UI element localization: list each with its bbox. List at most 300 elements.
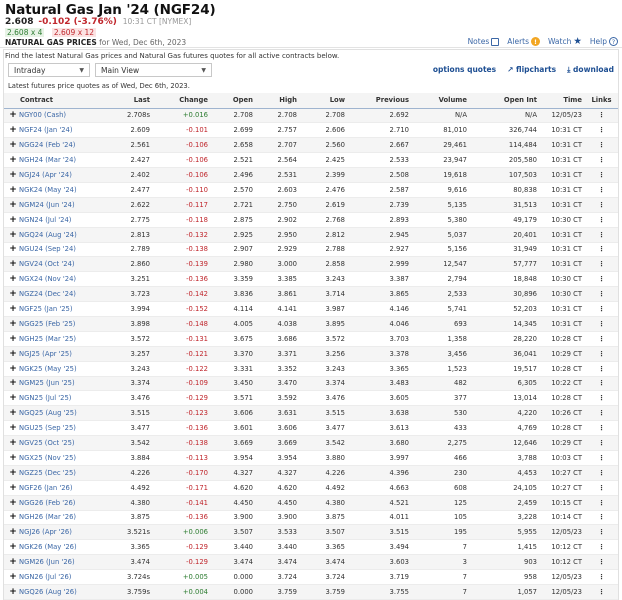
low-cell: 4.226 (300, 465, 348, 480)
col-previous[interactable]: Previous (348, 93, 412, 108)
volume-cell: 482 (412, 376, 470, 391)
contract-link[interactable]: NGK24 (May '24) (19, 185, 77, 194)
open-cell: 2.907 (211, 242, 256, 257)
contract-cell (4, 361, 100, 376)
col-links: Links (585, 93, 618, 108)
open-int-cell: 326,744 (470, 123, 540, 138)
col-change[interactable]: Change (153, 93, 211, 108)
contract-link[interactable]: NGZ24 (Dec '24) (19, 290, 76, 299)
notes-button[interactable] (468, 37, 500, 46)
more-options-icon[interactable]: ⋮ (585, 272, 618, 287)
open-cell: 3.370 (211, 346, 256, 361)
time-cell: 10:28 CT (540, 331, 585, 346)
volume-cell: 466 (412, 450, 470, 465)
contract-link[interactable]: NGM24 (Jun '24) (19, 200, 75, 209)
more-options-icon[interactable]: ⋮ (585, 421, 618, 436)
high-cell: 3.533 (256, 525, 300, 540)
last-cell: 3.474 (100, 555, 153, 570)
expand-plus-icon[interactable]: + (9, 572, 17, 583)
open-int-cell: 5,955 (470, 525, 540, 540)
time-cell: 10:30 CT (540, 287, 585, 302)
high-cell: 4.141 (256, 302, 300, 317)
table-row (4, 436, 618, 451)
view-select[interactable] (95, 63, 212, 77)
col-contract[interactable]: Contract (4, 93, 100, 108)
open-int-cell: 18,848 (470, 272, 540, 287)
contract-cell (4, 138, 100, 153)
contract-link[interactable]: NGV25 (Oct '25) (19, 439, 75, 448)
time-cell: 10:31 CT (540, 257, 585, 272)
contract-link[interactable]: NGF25 (Jan '25) (19, 305, 73, 314)
previous-cell: 2.999 (348, 257, 412, 272)
contract-cell (4, 331, 100, 346)
expand-plus-icon[interactable]: + (9, 482, 17, 493)
volume-cell: 23,947 (412, 153, 470, 168)
time-cell: 10:31 CT (540, 123, 585, 138)
expand-plus-icon[interactable]: + (9, 378, 17, 389)
previous-cell: 2.692 (348, 108, 412, 123)
open-int-cell: 1,415 (470, 540, 540, 555)
expand-plus-icon[interactable]: + (9, 452, 17, 463)
contract-link[interactable]: NGM26 (Jun '26) (19, 558, 75, 567)
table-row (4, 480, 618, 495)
last-cell: 3.759s (100, 585, 153, 600)
table-row (4, 257, 618, 272)
change-cell: -0.136 (153, 510, 211, 525)
high-cell: 3.759 (256, 585, 300, 600)
high-cell: 2.603 (256, 182, 300, 197)
period-value: Intraday (14, 65, 46, 75)
more-options-icon[interactable]: ⋮ (585, 331, 618, 346)
previous-cell: 4.396 (348, 465, 412, 480)
help-icon: ? (609, 37, 618, 46)
contract-cell (4, 168, 100, 183)
alerts-button[interactable] (507, 37, 540, 46)
table-row (4, 570, 618, 585)
contract-link[interactable]: NGK25 (May '25) (19, 364, 77, 373)
expand-plus-icon[interactable]: + (9, 110, 17, 121)
open-int-cell: 2,459 (470, 495, 540, 510)
expand-plus-icon[interactable]: + (9, 497, 17, 508)
open-cell: 3.601 (211, 421, 256, 436)
high-cell: 3.669 (256, 436, 300, 451)
previous-cell: 2.508 (348, 168, 412, 183)
contract-link[interactable]: NGJ25 (Apr '25) (19, 349, 72, 358)
high-cell: 3.470 (256, 376, 300, 391)
expand-plus-icon[interactable]: + (9, 318, 17, 329)
previous-cell: 4.663 (348, 480, 412, 495)
contract-link[interactable]: NGY00 (Cash) (19, 111, 67, 120)
previous-cell: 2.927 (348, 242, 412, 257)
contract-link[interactable]: NGM25 (Jun '25) (19, 379, 75, 388)
change-cell: -0.171 (153, 480, 211, 495)
low-cell: 2.619 (300, 197, 348, 212)
expand-plus-icon[interactable]: + (9, 408, 17, 419)
volume-cell: 7 (412, 585, 470, 600)
edit-note-icon (491, 38, 499, 46)
more-options-icon[interactable]: ⋮ (585, 436, 618, 451)
volume-cell: 3,456 (412, 346, 470, 361)
high-cell: 2.929 (256, 242, 300, 257)
expand-plus-icon[interactable]: + (9, 333, 17, 344)
volume-cell: 9,616 (412, 182, 470, 197)
col-low[interactable]: Low (300, 93, 348, 108)
contract-cell (4, 153, 100, 168)
open-int-cell: 24,105 (470, 480, 540, 495)
volume-cell: 2,533 (412, 287, 470, 302)
contract-link[interactable]: NGQ25 (Aug '25) (19, 409, 77, 418)
table-row (4, 212, 618, 227)
contract-link[interactable]: NGH25 (Mar '25) (19, 334, 77, 343)
table-row (4, 421, 618, 436)
price-change: -0.102 (-3.76%) (38, 17, 117, 27)
more-options-icon[interactable]: ⋮ (585, 242, 618, 257)
flipcharts-link[interactable] (507, 65, 556, 75)
quote-summary (5, 17, 191, 27)
more-options-icon[interactable]: ⋮ (585, 287, 618, 302)
table-row (4, 272, 618, 287)
change-cell: -0.122 (153, 361, 211, 376)
chevron-down-icon: ▼ (201, 66, 206, 74)
contract-cell (4, 257, 100, 272)
low-cell: 3.243 (300, 361, 348, 376)
star-icon: ★ (573, 35, 582, 47)
contract-link[interactable]: NGZ25 (Dec '25) (19, 468, 76, 477)
more-options-icon[interactable]: ⋮ (585, 316, 618, 331)
contract-link[interactable]: NGN25 (Jul '25) (19, 394, 72, 403)
volume-cell: 530 (412, 406, 470, 421)
more-options-icon[interactable]: ⋮ (585, 227, 618, 242)
table-row (4, 376, 618, 391)
time-cell: 10:31 CT (540, 227, 585, 242)
low-cell: 2.560 (300, 138, 348, 153)
more-options-icon[interactable]: ⋮ (585, 570, 618, 585)
contract-cell (4, 525, 100, 540)
high-cell: 3.606 (256, 421, 300, 436)
col-open-int[interactable]: Open Int (470, 93, 540, 108)
open-cell: 3.900 (211, 510, 256, 525)
watch-button[interactable] (548, 37, 582, 46)
change-cell: +0.006 (153, 525, 211, 540)
change-cell: -0.117 (153, 197, 211, 212)
more-options-icon[interactable]: ⋮ (585, 480, 618, 495)
contract-cell (4, 450, 100, 465)
high-cell: 3.371 (256, 346, 300, 361)
last-cell: 2.789 (100, 242, 153, 257)
table-row (4, 287, 618, 302)
more-options-icon[interactable]: ⋮ (585, 525, 618, 540)
expand-plus-icon[interactable]: + (9, 259, 17, 270)
volume-cell: 105 (412, 510, 470, 525)
volume-cell: 5,135 (412, 197, 470, 212)
open-int-cell: 12,646 (470, 436, 540, 451)
low-cell: 2.708 (300, 108, 348, 123)
contract-link[interactable]: NGJ24 (Apr '24) (19, 171, 72, 179)
previous-cell: 3.865 (348, 287, 412, 302)
contract-cell (4, 302, 100, 317)
contract-cell (4, 406, 100, 421)
help-button[interactable] (590, 37, 618, 46)
volume-cell: 693 (412, 316, 470, 331)
expand-plus-icon[interactable]: + (9, 125, 17, 136)
table-row (4, 510, 618, 525)
contract-link[interactable]: NGG26 (Feb '26) (19, 498, 76, 507)
low-cell: 3.895 (300, 316, 348, 331)
col-time[interactable]: Time (540, 93, 585, 108)
low-cell: 3.476 (300, 391, 348, 406)
open-int-cell: 13,014 (470, 391, 540, 406)
table-row (4, 540, 618, 555)
more-options-icon[interactable]: ⋮ (585, 182, 618, 197)
high-cell: 3.474 (256, 555, 300, 570)
more-options-icon[interactable]: ⋮ (585, 406, 618, 421)
watch-label: Watch (548, 37, 572, 46)
contract-cell (4, 495, 100, 510)
open-cell: 3.507 (211, 525, 256, 540)
more-options-icon[interactable]: ⋮ (585, 153, 618, 168)
change-cell: -0.141 (153, 495, 211, 510)
contract-link[interactable]: NGN26 (Jul '26) (19, 573, 72, 582)
volume-cell: 230 (412, 465, 470, 480)
previous-cell: 3.613 (348, 421, 412, 436)
more-options-icon[interactable]: ⋮ (585, 540, 618, 555)
open-int-cell: 958 (470, 570, 540, 585)
more-options-icon[interactable]: ⋮ (585, 450, 618, 465)
change-cell: -0.148 (153, 316, 211, 331)
low-cell: 2.399 (300, 168, 348, 183)
last-cell: 3.365 (100, 540, 153, 555)
download-link[interactable] (567, 65, 614, 75)
volume-cell: 5,037 (412, 227, 470, 242)
col-last[interactable]: Last (100, 93, 153, 108)
contract-link[interactable]: NGV24 (Oct '24) (19, 260, 75, 269)
expand-plus-icon[interactable]: + (9, 438, 17, 449)
open-cell: 2.980 (211, 257, 256, 272)
contract-link[interactable]: NGH26 (Mar '26) (19, 513, 77, 522)
time-cell: 10:30 CT (540, 212, 585, 227)
more-options-icon[interactable]: ⋮ (585, 465, 618, 480)
high-cell: 2.757 (256, 123, 300, 138)
expand-plus-icon[interactable]: + (9, 199, 17, 210)
expand-plus-icon[interactable]: + (9, 229, 17, 240)
expand-plus-icon[interactable]: + (9, 274, 17, 285)
table-row (4, 391, 618, 406)
contract-link[interactable]: NGG25 (Feb '25) (19, 319, 76, 328)
more-options-icon[interactable]: ⋮ (585, 212, 618, 227)
more-options-icon[interactable]: ⋮ (585, 108, 618, 123)
expand-plus-icon[interactable]: + (9, 140, 17, 151)
contract-link[interactable]: NGG24 (Feb '24) (19, 141, 76, 150)
time-cell: 10:22 CT (540, 376, 585, 391)
open-cell: 3.450 (211, 376, 256, 391)
expand-plus-icon[interactable]: + (9, 542, 17, 553)
col-open[interactable]: Open (211, 93, 256, 108)
more-options-icon[interactable]: ⋮ (585, 585, 618, 600)
expand-plus-icon[interactable]: + (9, 214, 17, 225)
contract-cell (4, 182, 100, 197)
change-cell: -0.106 (153, 153, 211, 168)
contract-cell (4, 212, 100, 227)
open-int-cell: 57,777 (470, 257, 540, 272)
previous-cell: 4.146 (348, 302, 412, 317)
more-options-icon[interactable]: ⋮ (585, 391, 618, 406)
more-options-icon[interactable]: ⋮ (585, 302, 618, 317)
expand-plus-icon[interactable]: + (9, 393, 17, 404)
contract-link[interactable]: NGQ26 (Aug '26) (19, 587, 77, 596)
high-cell: 3.954 (256, 450, 300, 465)
change-cell: -0.136 (153, 272, 211, 287)
previous-cell: 4.521 (348, 495, 412, 510)
volume-cell: 81,010 (412, 123, 470, 138)
last-cell: 4.492 (100, 480, 153, 495)
open-int-cell: 3,228 (470, 510, 540, 525)
contract-link[interactable]: NGF26 (Jan '26) (19, 483, 73, 492)
contract-link[interactable]: NGH24 (Mar '24) (19, 156, 77, 165)
volume-cell: 125 (412, 495, 470, 510)
chart-line-icon: ↗ (507, 65, 517, 74)
open-cell: 2.875 (211, 212, 256, 227)
previous-cell: 2.533 (348, 153, 412, 168)
expand-plus-icon[interactable]: + (9, 304, 17, 315)
contract-link[interactable]: NGN24 (Jul '24) (19, 215, 72, 224)
contract-link[interactable]: NGJ26 (Apr '26) (19, 528, 72, 537)
last-cell: 2.477 (100, 182, 153, 197)
high-cell: 3.631 (256, 406, 300, 421)
volume-cell: 5,156 (412, 242, 470, 257)
high-cell: 2.750 (256, 197, 300, 212)
table-row (4, 316, 618, 331)
change-cell: -0.131 (153, 331, 211, 346)
more-options-icon[interactable]: ⋮ (585, 138, 618, 153)
last-cell: 3.724s (100, 570, 153, 585)
table-row (4, 525, 618, 540)
open-cell: 4.450 (211, 495, 256, 510)
open-int-cell: 80,838 (470, 182, 540, 197)
flipcharts-label: flipcharts (516, 65, 557, 74)
expand-plus-icon[interactable]: + (9, 184, 17, 195)
contract-cell (4, 540, 100, 555)
more-options-icon[interactable]: ⋮ (585, 123, 618, 138)
low-cell: 2.768 (300, 212, 348, 227)
table-row (4, 346, 618, 361)
low-cell: 4.492 (300, 480, 348, 495)
expand-plus-icon[interactable]: + (9, 586, 17, 597)
contract-link[interactable]: NGU25 (Sep '25) (19, 424, 76, 433)
volume-cell: 1,523 (412, 361, 470, 376)
contract-cell (4, 421, 100, 436)
last-cell: 2.609 (100, 123, 153, 138)
time-cell: 10:26 CT (540, 406, 585, 421)
table-row (4, 331, 618, 346)
volume-cell: 608 (412, 480, 470, 495)
contract-link[interactable]: NGU24 (Sep '24) (19, 245, 76, 254)
expand-plus-icon[interactable]: + (9, 155, 17, 166)
expand-plus-icon[interactable]: + (9, 348, 17, 359)
contract-cell (4, 510, 100, 525)
change-cell: -0.129 (153, 540, 211, 555)
more-options-icon[interactable]: ⋮ (585, 361, 618, 376)
open-cell: 2.496 (211, 168, 256, 183)
contract-link[interactable]: NGX25 (Nov '25) (19, 453, 77, 462)
previous-cell: 3.605 (348, 391, 412, 406)
alerts-label: Alerts (507, 37, 529, 46)
download-icon: ⤓ (567, 65, 574, 74)
open-int-cell: 14,345 (470, 316, 540, 331)
last-cell: 3.884 (100, 450, 153, 465)
high-cell: 3.352 (256, 361, 300, 376)
alert-icon: ! (531, 37, 540, 46)
expand-plus-icon[interactable]: + (9, 170, 17, 180)
options-quotes-link[interactable]: options quotes (432, 65, 497, 74)
more-options-icon[interactable]: ⋮ (585, 257, 618, 272)
col-volume[interactable]: Volume (412, 93, 470, 108)
more-options-icon[interactable]: ⋮ (585, 168, 618, 183)
expand-plus-icon[interactable]: + (9, 244, 17, 255)
change-cell: -0.121 (153, 346, 211, 361)
contract-cell (4, 272, 100, 287)
expand-plus-icon[interactable]: + (9, 289, 17, 300)
col-high[interactable]: High (256, 93, 300, 108)
previous-cell: 2.945 (348, 227, 412, 242)
high-cell: 2.531 (256, 168, 300, 183)
more-options-icon[interactable]: ⋮ (585, 495, 618, 510)
change-cell: +0.016 (153, 108, 211, 123)
table-row (4, 123, 618, 138)
open-cell: 0.000 (211, 570, 256, 585)
volume-cell: 3 (412, 555, 470, 570)
time-cell: 10:28 CT (540, 421, 585, 436)
more-options-icon[interactable]: ⋮ (585, 197, 618, 212)
last-cell: 3.898 (100, 316, 153, 331)
expand-plus-icon[interactable]: + (9, 467, 17, 478)
open-cell: 3.571 (211, 391, 256, 406)
expand-plus-icon[interactable]: + (9, 423, 17, 434)
open-cell: 2.699 (211, 123, 256, 138)
low-cell: 2.788 (300, 242, 348, 257)
download-label: download (573, 65, 614, 74)
high-cell: 3.724 (256, 570, 300, 585)
expand-plus-icon[interactable]: + (9, 512, 17, 523)
low-cell: 3.474 (300, 555, 348, 570)
contract-link[interactable]: NGK26 (May '26) (19, 543, 77, 552)
contract-cell (4, 480, 100, 495)
expand-plus-icon[interactable]: + (9, 557, 17, 568)
previous-cell: 3.483 (348, 376, 412, 391)
open-cell: 3.359 (211, 272, 256, 287)
previous-cell: 2.893 (348, 212, 412, 227)
last-cell: 3.374 (100, 376, 153, 391)
previous-cell: 2.587 (348, 182, 412, 197)
change-cell: -0.132 (153, 227, 211, 242)
volume-cell: 2,275 (412, 436, 470, 451)
more-options-icon[interactable]: ⋮ (585, 346, 618, 361)
expand-plus-icon[interactable]: + (9, 527, 17, 538)
more-options-icon[interactable]: ⋮ (585, 376, 618, 391)
more-options-icon[interactable]: ⋮ (585, 555, 618, 570)
contract-link[interactable]: NGQ24 (Aug '24) (19, 230, 77, 239)
contract-link[interactable]: NGF24 (Jan '24) (19, 126, 73, 135)
more-options-icon[interactable]: ⋮ (585, 510, 618, 525)
page-description: Find the latest Natural Gas prices and Natural Gas futures quotes for all active contracts below. (5, 52, 340, 60)
open-int-cell: N/A (470, 108, 540, 123)
contract-link[interactable]: NGX24 (Nov '24) (19, 275, 77, 284)
high-cell: 4.450 (256, 495, 300, 510)
open-cell: 3.331 (211, 361, 256, 376)
expand-plus-icon[interactable]: + (9, 363, 17, 374)
period-select[interactable] (8, 63, 90, 77)
table-row (4, 495, 618, 510)
volume-cell: 7 (412, 540, 470, 555)
